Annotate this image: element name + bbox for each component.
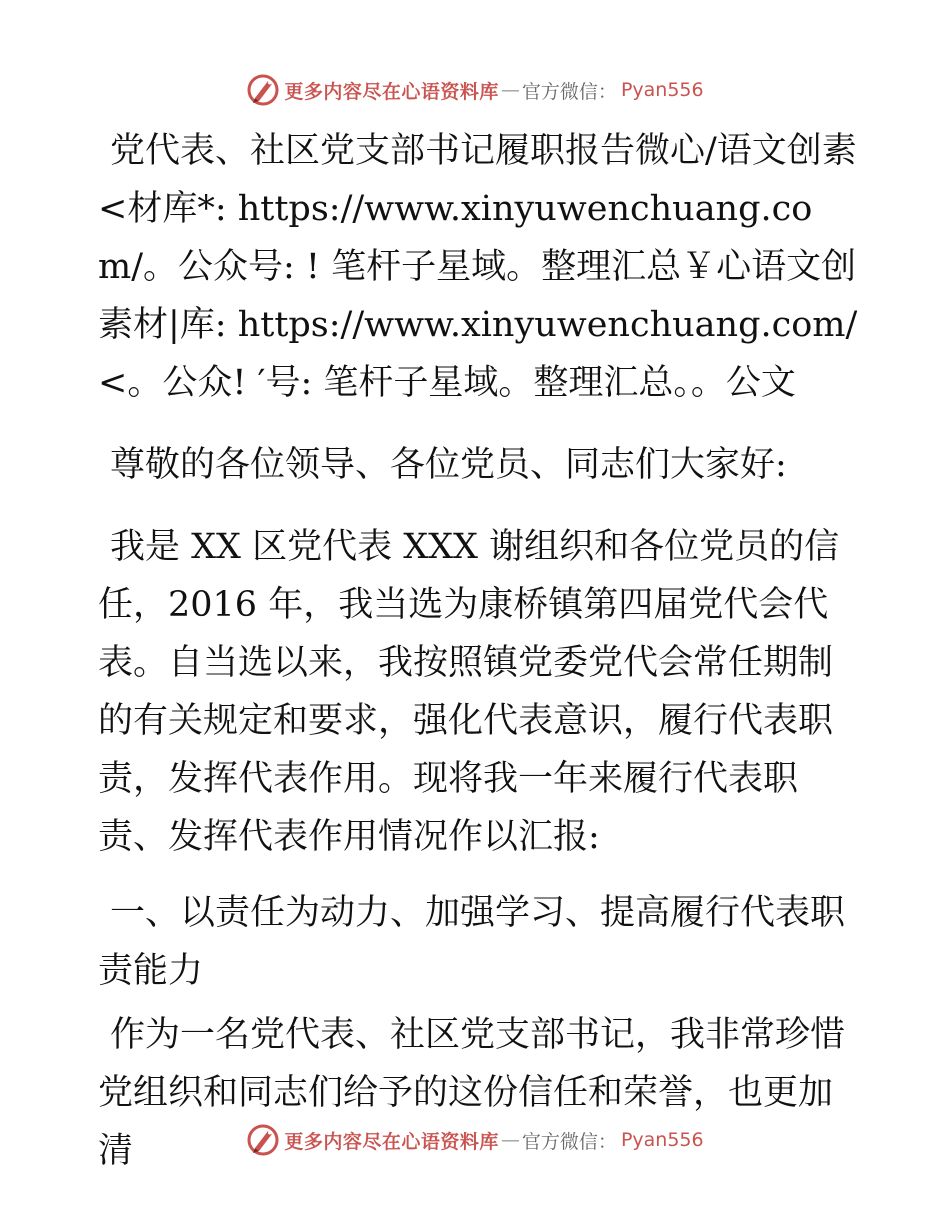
wechat-id: Pyan556	[620, 1129, 704, 1151]
footer-banner	[0, 1120, 950, 1160]
document-body	[98, 122, 858, 1180]
banner-dash: —	[500, 79, 520, 101]
title-block: 党代表、社区党支部书记履职报告微心/语文创素<材库*: https://www.xinyuwenchuang.com/。公众号: ! 笔杆子星域。整理汇总￥心语文创素材|库: https://www.xinyuwenchuang.com/<。公众! ′号: 笔杆子星域。整理汇总。。公文	[98, 131, 858, 403]
section-1-body: 作为一名党代表、社区党支部书记，我非常珍惜党组织和同志们给予的这份信任和荣誉，也更加清	[98, 1015, 846, 1171]
section-1-heading: 一、以责任为动力、加强学习、提高履行代表职责能力	[98, 893, 846, 991]
intro-paragraph: 我是 XX 区党代表 XXX 谢组织和各位党员的信任，2016 年，我当选为康桥镇第四届党代会代表。自当选以来，我按照镇党委党代会常任期制的有关规定和要求，强化代表意识，履行代表职责，发挥代表作用。现将我一年来履行代表职责、发挥代表作用情况作以汇报:	[98, 527, 840, 857]
banner-slogan: 更多内容尽在心语资料库	[284, 80, 499, 103]
greeting-paragraph: 尊敬的各位领导、各位党员、同志们大家好:	[110, 445, 787, 485]
pen-logo-icon	[246, 73, 280, 107]
wechat-label: 官方微信：	[521, 80, 617, 103]
banner-slogan: 更多内容尽在心语资料库	[284, 1130, 499, 1153]
pen-logo-icon	[246, 1123, 280, 1157]
wechat-label: 官方微信：	[521, 1130, 617, 1153]
wechat-id: Pyan556	[620, 79, 704, 101]
header-banner	[0, 70, 950, 110]
banner-dash: —	[500, 1129, 520, 1151]
